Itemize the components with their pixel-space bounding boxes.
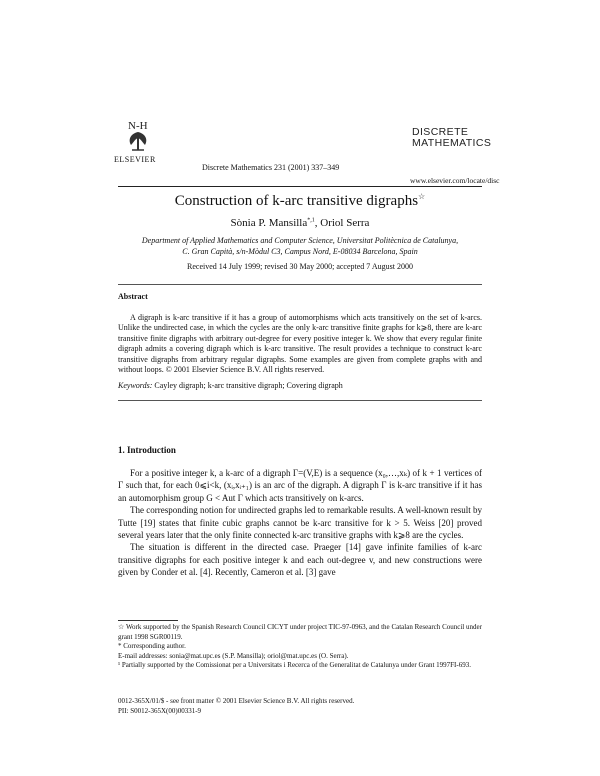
author-1: Sònia P. Mansilla (230, 217, 308, 229)
section-heading: 1. Introduction (118, 445, 176, 455)
footnote-grant: ¹ Partially supported by the Comissionat per a Universitats i Recerca of the Generalitat de Catalunya under Grant 1997FI-693. (118, 661, 471, 669)
abstract-top-divider (118, 284, 482, 285)
journal-reference: Discrete Mathematics 231 (2001) 337–349 (202, 163, 340, 172)
author-1-marks: *,1 (307, 217, 315, 224)
paragraph-3: The situation is different in the directed case. Praeger [14] gave infinite families of k-arc transitive digraphs for each positive integer k and each out-degree v, and new constructions were given by Conder et al. [4]. Recently, Cameron et al. [3] gave (118, 542, 482, 578)
abstract-text: A digraph is k-arc transitive if it has a group of automorphisms which acts transitively on the set of k-arcs. Unlike the undirected case, in which the cycles are the only k-arc transitive finite graphs for k⩾8, there are k-arc transitive finite digraphs with arbitrary out-degree for every positive integer k. We show that every regular finite digraph admits a covering digraph which is k-arc transitive. The result provides a technique to construct k-arc transitive digraphs from arbitrary regular digraphs. Some examples are given from complete graphs with and without loops. © 2001 Elsevier Science B.V. All rights reserved. (118, 313, 482, 375)
pii-line: PII: S0012-365X(00)00331-9 (118, 707, 202, 715)
nh-mark: N-H (128, 120, 148, 132)
brand-line-1: DISCRETE (412, 126, 469, 138)
footnote-divider (118, 620, 178, 621)
article-dates: Received 14 July 1999; revised 30 May 2000; accepted 7 August 2000 (187, 262, 413, 271)
author-list (0, 217, 600, 229)
journal-brand (412, 127, 491, 149)
footnote-corresponding: * Corresponding author. (118, 642, 186, 650)
keywords-label: Keywords: (118, 381, 153, 390)
paragraph-2: The corresponding notion for undirected graphs led to remarkable results. A well-known result by Tutte [19] states that finite cubic graphs cannot be k-arc transitive for k > 5. Weiss [20] proved several years later that the only finite connected k-arc transitive graphs with k⩾8 are the cycles. (118, 505, 482, 541)
article-title (0, 192, 600, 210)
keywords-text: Cayley digraph; k-arc transitive digraph; Covering digraph (152, 381, 343, 390)
introduction-body (118, 467, 482, 579)
footnotes (118, 623, 482, 671)
brand-line-2: MATHEMATICS (412, 137, 492, 149)
publication-footer (118, 696, 354, 716)
header-divider (118, 186, 482, 187)
issn-line: 0012-365X/01/$ - see front matter © 2001 Elsevier Science B.V. All rights reserved. (118, 697, 355, 705)
author-2: , Oriol Serra (314, 217, 370, 229)
footnote-email: E-mail addresses: sonia@mat.upc.es (S.P. Mansilla); oriol@mat.upc.es (O. Serra). (118, 651, 349, 660)
affiliation (118, 235, 482, 257)
publisher-name: ELSEVIER (114, 155, 156, 164)
keywords (118, 381, 482, 390)
affiliation-line-1: Department of Applied Mathematics and Computer Science, Universitat Politècnica de Catalunya, (141, 236, 459, 245)
abstract-heading: Abstract (118, 292, 148, 301)
title-text: Construction of k-arc transitive digraphs (174, 193, 419, 209)
title-footnote-mark: ☆ (418, 192, 426, 201)
footnote-funding: ☆ Work supported by the Spanish Research Council CICYT under project TIC-97-0963, and the Catalan Research Council under grant 1998 SGR00119. (118, 623, 482, 641)
affiliation-line-2: C. Gran Capità, s/n-Mòdul C3, Campus Nord, E-08034 Barcelona, Spain (182, 247, 418, 256)
elsevier-tree-logo (122, 118, 154, 152)
paragraph-1: For a positive integer k, a k-arc of a digraph Γ=(V,E) is a sequence (x₀,…,xₖ) of k + 1 vertices of Γ such that, for each 0⩽i<k, (xᵢ,xᵢ₊₁) is an arc of the digraph. A digraph Γ is k-arc transitive if it has an automorphism group G < Aut Γ which acts transitively on k-arcs. (118, 468, 482, 503)
abstract-bottom-divider (118, 400, 482, 401)
journal-url[interactable]: www.elsevier.com/locate/disc (410, 176, 500, 185)
